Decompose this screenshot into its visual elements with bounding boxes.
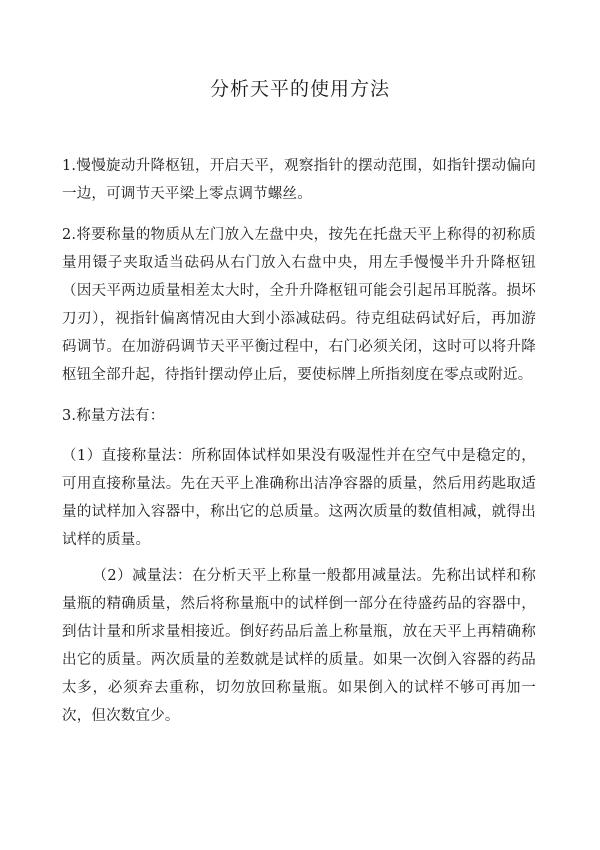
paragraph-step-1: 1.慢慢旋动升降枢钮，开启天平，观察指针的摆动范围，如指针摆动偏向一边，可调节天平梁上零点调节螺丝。 — [62, 158, 536, 202]
paragraph-subtraction-weighing: （2）减量法：在分析天平上称量一般都用减量法。先称出试样和称量瓶的精确质量，然后将称量瓶中的试样倒一部分在待盛药品的容器中，到估计量和所求量相接近。倒好药品后盖上称量瓶，放在天平上再精确称出它的质量。两次质量的差数就是试样的质量。如果一次倒入容器的药品太多，必须弃去重称，切勿放回称量瓶。如果倒入的试样不够可再加一次，但次数宜少。 — [62, 568, 536, 724]
paragraph-step-3-heading: 3.称量方法有： — [62, 408, 165, 424]
paragraph-direct-weighing: （1）直接称量法：所称固体试样如果没有吸湿性并在空气中是稳定的，可用直接称量法。先在天平上准确称出洁净容器的质量，然后用药匙取适量的试样加入容器中，称出它的总质量。这两次质量的数值相减，就得出试样的质量。 — [62, 448, 536, 548]
page-title: 分析天平的使用方法 — [209, 78, 390, 100]
paragraph-step-2: 2.将要称量的物质从左门放入左盘中央，按先在托盘天平上称得的初称质量用镊子夹取适当砝码从右门放入右盘中央，用左手慢慢半升升降枢钮（因天平两边质量相差太大时，全升升降枢钮可能会引起吊耳脱落。损坏刀刃），视指针偏离情况由大到小添减砝码。待克组砝码试好后，再加游码调节。在加游码调节天平平衡过程中，右门必须关闭，这时可以将升降枢钮全部升起，待指针摆动停止后，要使标牌上所指刻度在零点或附近。 — [62, 227, 536, 383]
document-body — [62, 152, 536, 730]
